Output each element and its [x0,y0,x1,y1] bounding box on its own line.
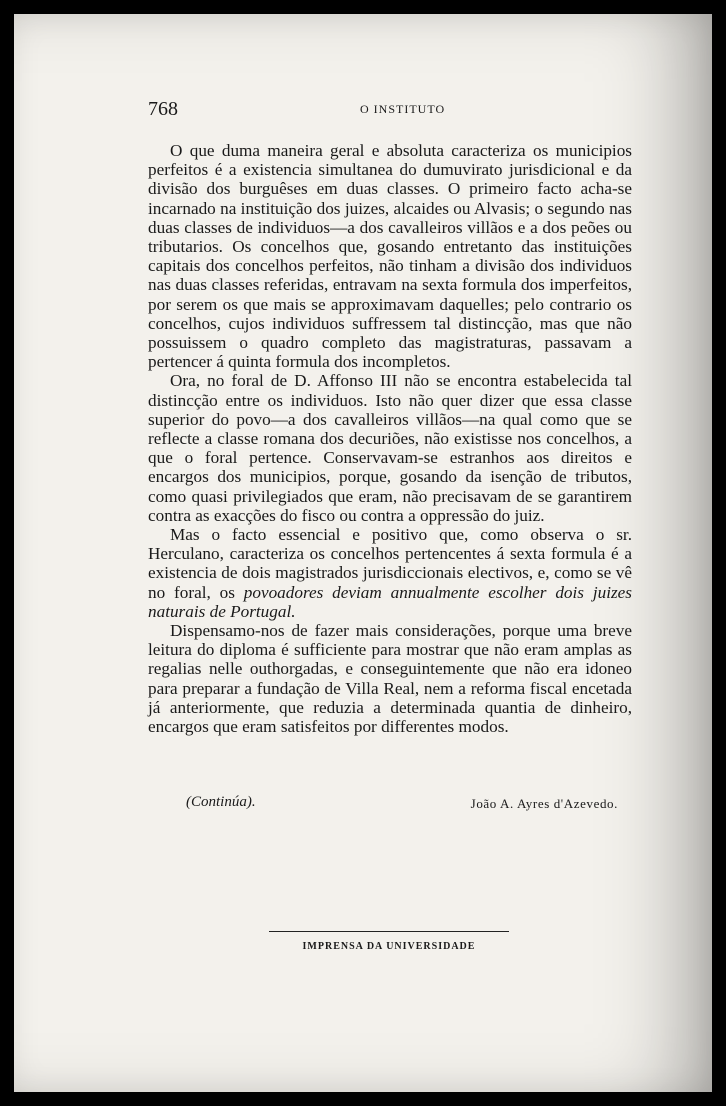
book-page [14,14,712,1092]
page-header [148,98,608,126]
paragraph-2: Ora, no foral de D. Affonso III não se encontra estabelecida tal distincção entre os individuos. Isto não quer dizer que essa classe superior do povo—a dos cavalleiros villãos—na qual como que se reflecte a classe romana dos decuriões, não existisse nos concelhos, a que o foral pertence. Conservavam-se estranhos aos direitos e encargos dos municipios, porque, gosando da isenção de tributos, como quasi privilegiados que eram, não precisavam de se garantirem contra as exacções do fisco ou contra a oppressão do juiz. [148,371,632,525]
paragraph-3-text: Mas o facto essencial e positivo que, como observa o sr. Herculano, caracteriza os concelhos pertencentes á sexta formula é a existencia de dois magistrados jurisdiccionais electivos, e, como se vê no foral, os [148,525,632,602]
article-body [148,141,632,736]
continua-note: (Continúa). [186,794,256,810]
page-number: 768 [148,98,178,120]
printer-imprint: IMPRENSA DA UNIVERSIDADE [302,941,476,952]
paragraph-3-italic: povoadores deviam annualmente escolher dois juizes naturais de Portugal. [148,582,632,621]
author-signature: João A. Ayres d'Azevedo. [470,796,618,811]
paragraph-3 [148,525,632,621]
paragraph-4: Dispensamo-nos de fazer mais considerações, porque uma breve leitura do diploma é sufficiente para mostrar que não eram amplas as regalias nelle outhorgadas, e conseguintemente que não era idoneo para preparar a fundação de Villa Real, nem a reforma fiscal encetada já anteriormente, que reduzia a determinada quantia de dinheiro, encargos que eram satisfeitos por differentes modos. [148,621,632,737]
running-title: O INSTITUTO [360,102,446,116]
signature-line [148,794,618,816]
printer-rule [269,931,509,932]
paragraph-1: O que duma maneira geral e absoluta caracteriza os municipios perfeitos é a existencia simultanea do dumuvirato jurisdicional e da divisão dos burguêses em duas classes. O primeiro facto acha-se incarnado na instituição dos juizes, alcaides ou Alvasis; o segundo nas duas classes de individuos—a dos cavalleiros villãos e a dos peões ou tributarios. Os concelhos que, gosando entretanto das instituições capitais dos concelhos perfeitos, não tinham a divisão dos individuos nas duas classes referidas, entravam na sexta formula dos imperfeitos, por serem os que mais se approximavam daquelles; pelo contrario os concelhos, cujos individuos suffressem tal distincção, mas que não possuissem o quadro completo das magistraturas, passavam a pertencer á quinta formula dos incompletos. [148,141,632,372]
